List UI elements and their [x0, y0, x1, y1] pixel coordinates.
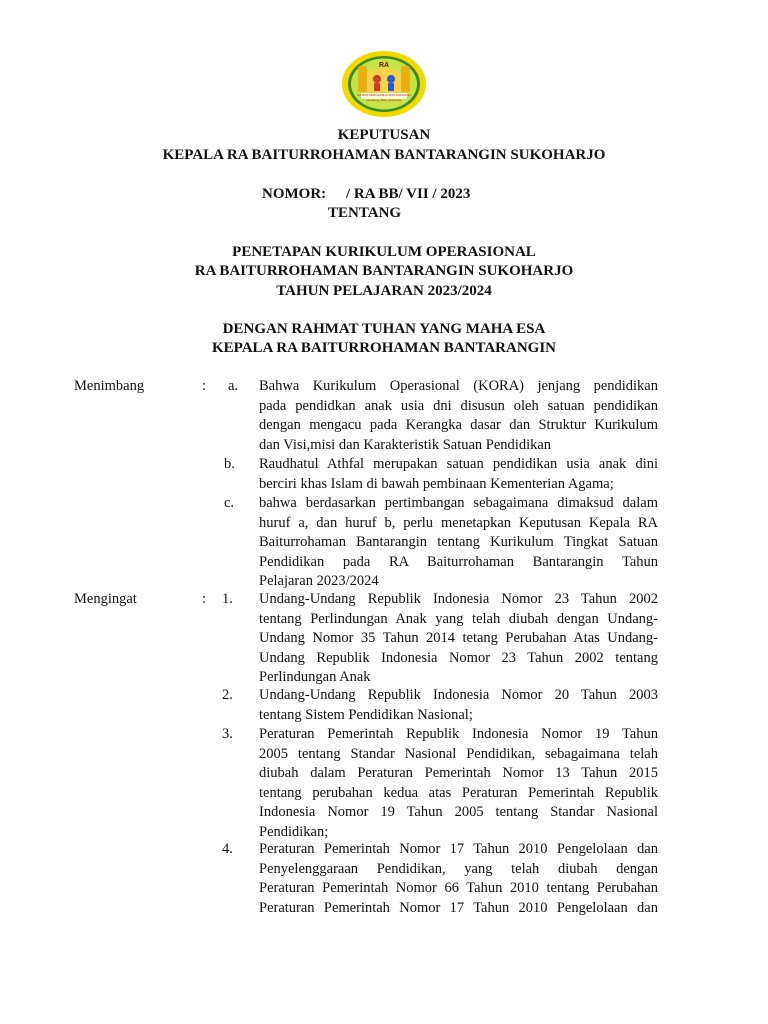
text-line: pada pendidkan anak usia dni disusun oleh satuan pendidikan [259, 397, 658, 414]
text-line: Peraturan Pemerintah Nomor 66 Tahun 2010 tentang Perubahan [259, 880, 658, 896]
menimbang-mark-b: b. [224, 456, 235, 472]
text-line: Pendidikan pada RA Baiturrohaman Bantarangin Tahun [259, 553, 658, 570]
text-line: dan Visi,misi dan Karakteristik Satuan Pendidikan [259, 436, 552, 453]
text-line: diubah dalam Peraturan Pemerintah Nomor 13 Tahun 2015 [259, 765, 658, 781]
text-line: huruf a, dan huruf b, perlu menetapkan Keputusan Kepala RA [259, 514, 658, 531]
menimbang-label: Menimbang [74, 378, 145, 394]
mengingat-mark-1: 1. [222, 591, 233, 607]
text-line: bahwa berdasarkan pertimbangan sebagaimana dimaksud dalam [259, 495, 658, 511]
nomor-value: / RA BB/ VII / 2023 [346, 186, 471, 202]
logo-text-line2: Langkang, Baki, Sukoharjo [366, 98, 402, 102]
mengingat-item-1 [259, 590, 658, 688]
nomor-label: NOMOR: [262, 186, 327, 202]
text-line: dengan mengacu pada Kerangka dasar dan Struktur Kurikulum [259, 417, 658, 433]
text-line: Peraturan Pemerintah Nomor 17 Tahun 2010 Pengelolaan dan [259, 841, 658, 857]
mengingat-mark-2: 2. [222, 687, 233, 703]
subject-line-3: TAHUN PELAJARAN 2023/2024 [276, 283, 492, 299]
text-line: tentang Perlindungan Anak yang telah diubah dengan Undang- [259, 610, 658, 627]
text-line: Perlindungan Anak [259, 669, 371, 685]
subject-line-1: PENETAPAN KURIKULUM OPERASIONAL [232, 244, 536, 260]
menimbang-mark-a: a. [228, 378, 239, 394]
mengingat-item-4 [259, 840, 658, 918]
text-line: Pelajaran 2023/2024 [259, 573, 379, 589]
menimbang-item-a [259, 377, 658, 455]
text-line: Pendidikan; [259, 823, 329, 840]
text-line: berciri khas Islam di bawah pembinaan Kementerian Agama; [259, 475, 614, 492]
tentang-label: TENTANG [328, 205, 402, 221]
menimbang-item-b [259, 455, 658, 494]
text-line: Bahwa Kurikulum Operasional (KORA) jenjang pendidikan [259, 378, 658, 394]
school-logo [341, 50, 427, 118]
text-line: Undang-Undang Republik Indonesia Nomor 23 Tahun 2002 [259, 591, 658, 607]
text-line: Penyelenggaraan Pendidikan, yang telah diubah dengan [259, 860, 658, 877]
mengingat-mark-4: 4. [222, 841, 233, 857]
subject-line-2: RA BAITURROHAMAN BANTARANGIN SUKOHARJO [194, 263, 574, 279]
text-line: Peraturan Pemerintah Republik Indonesia Nomor 19 Tahun [259, 726, 658, 742]
text-line: Undang-Undang Republik Indonesia Nomor 20 Tahun 2003 [259, 687, 658, 703]
logo-initials: RA [378, 62, 390, 69]
text-line: Undang Republik Indonesia Nomor 23 Tahun 2002 tentang [259, 649, 658, 666]
text-line: Raudhatul Athfal merupakan satuan pendidikan usia anak dini [259, 456, 658, 472]
mengingat-label: Mengingat [74, 591, 137, 607]
logo-text-line1: RA BAITURROHAMAN BANTARANGIN [357, 93, 411, 97]
text-line: Baiturrohaman Bantarangin tentang Kurikulum Tingkat Satuan [259, 534, 658, 550]
text-line: 2005 tentang Standar Nasional Pendidikan, sebagaimana telah [259, 745, 658, 762]
menimbang-mark-c: c. [224, 495, 235, 511]
blessing-line-1: DENGAN RAHMAT TUHAN YANG MAHA ESA [222, 321, 546, 337]
doc-title: KEPUTUSAN [337, 127, 431, 143]
menimbang-item-c [259, 494, 658, 592]
doc-issuer: KEPALA RA BAITURROHAMAN BANTARANGIN SUKOHARJO [162, 147, 606, 163]
text-line: Indonesia Nomor 19 Tahun 2005 tentang Standar Nasional [259, 804, 658, 820]
text-line: Undang Nomor 35 Tahun 2014 tetang Perubahan Atas Undang- [259, 630, 658, 646]
text-line: tentang perubahan kedua atas Peraturan Pemerintah Republik [259, 784, 658, 801]
mengingat-mark-3: 3. [222, 726, 233, 742]
mengingat-item-2 [259, 686, 658, 725]
text-line: Peraturan Pemerintah Nomor 17 Tahun 2010 Pengelolaan dan [259, 899, 658, 916]
menimbang-colon: : [202, 378, 207, 394]
mengingat-colon: : [202, 591, 207, 607]
blessing-line-2: KEPALA RA BAITURROHAMAN BANTARANGIN [211, 340, 557, 356]
mengingat-item-3 [259, 725, 658, 842]
text-line: tentang Sistem Pendidikan Nasional; [259, 706, 473, 723]
